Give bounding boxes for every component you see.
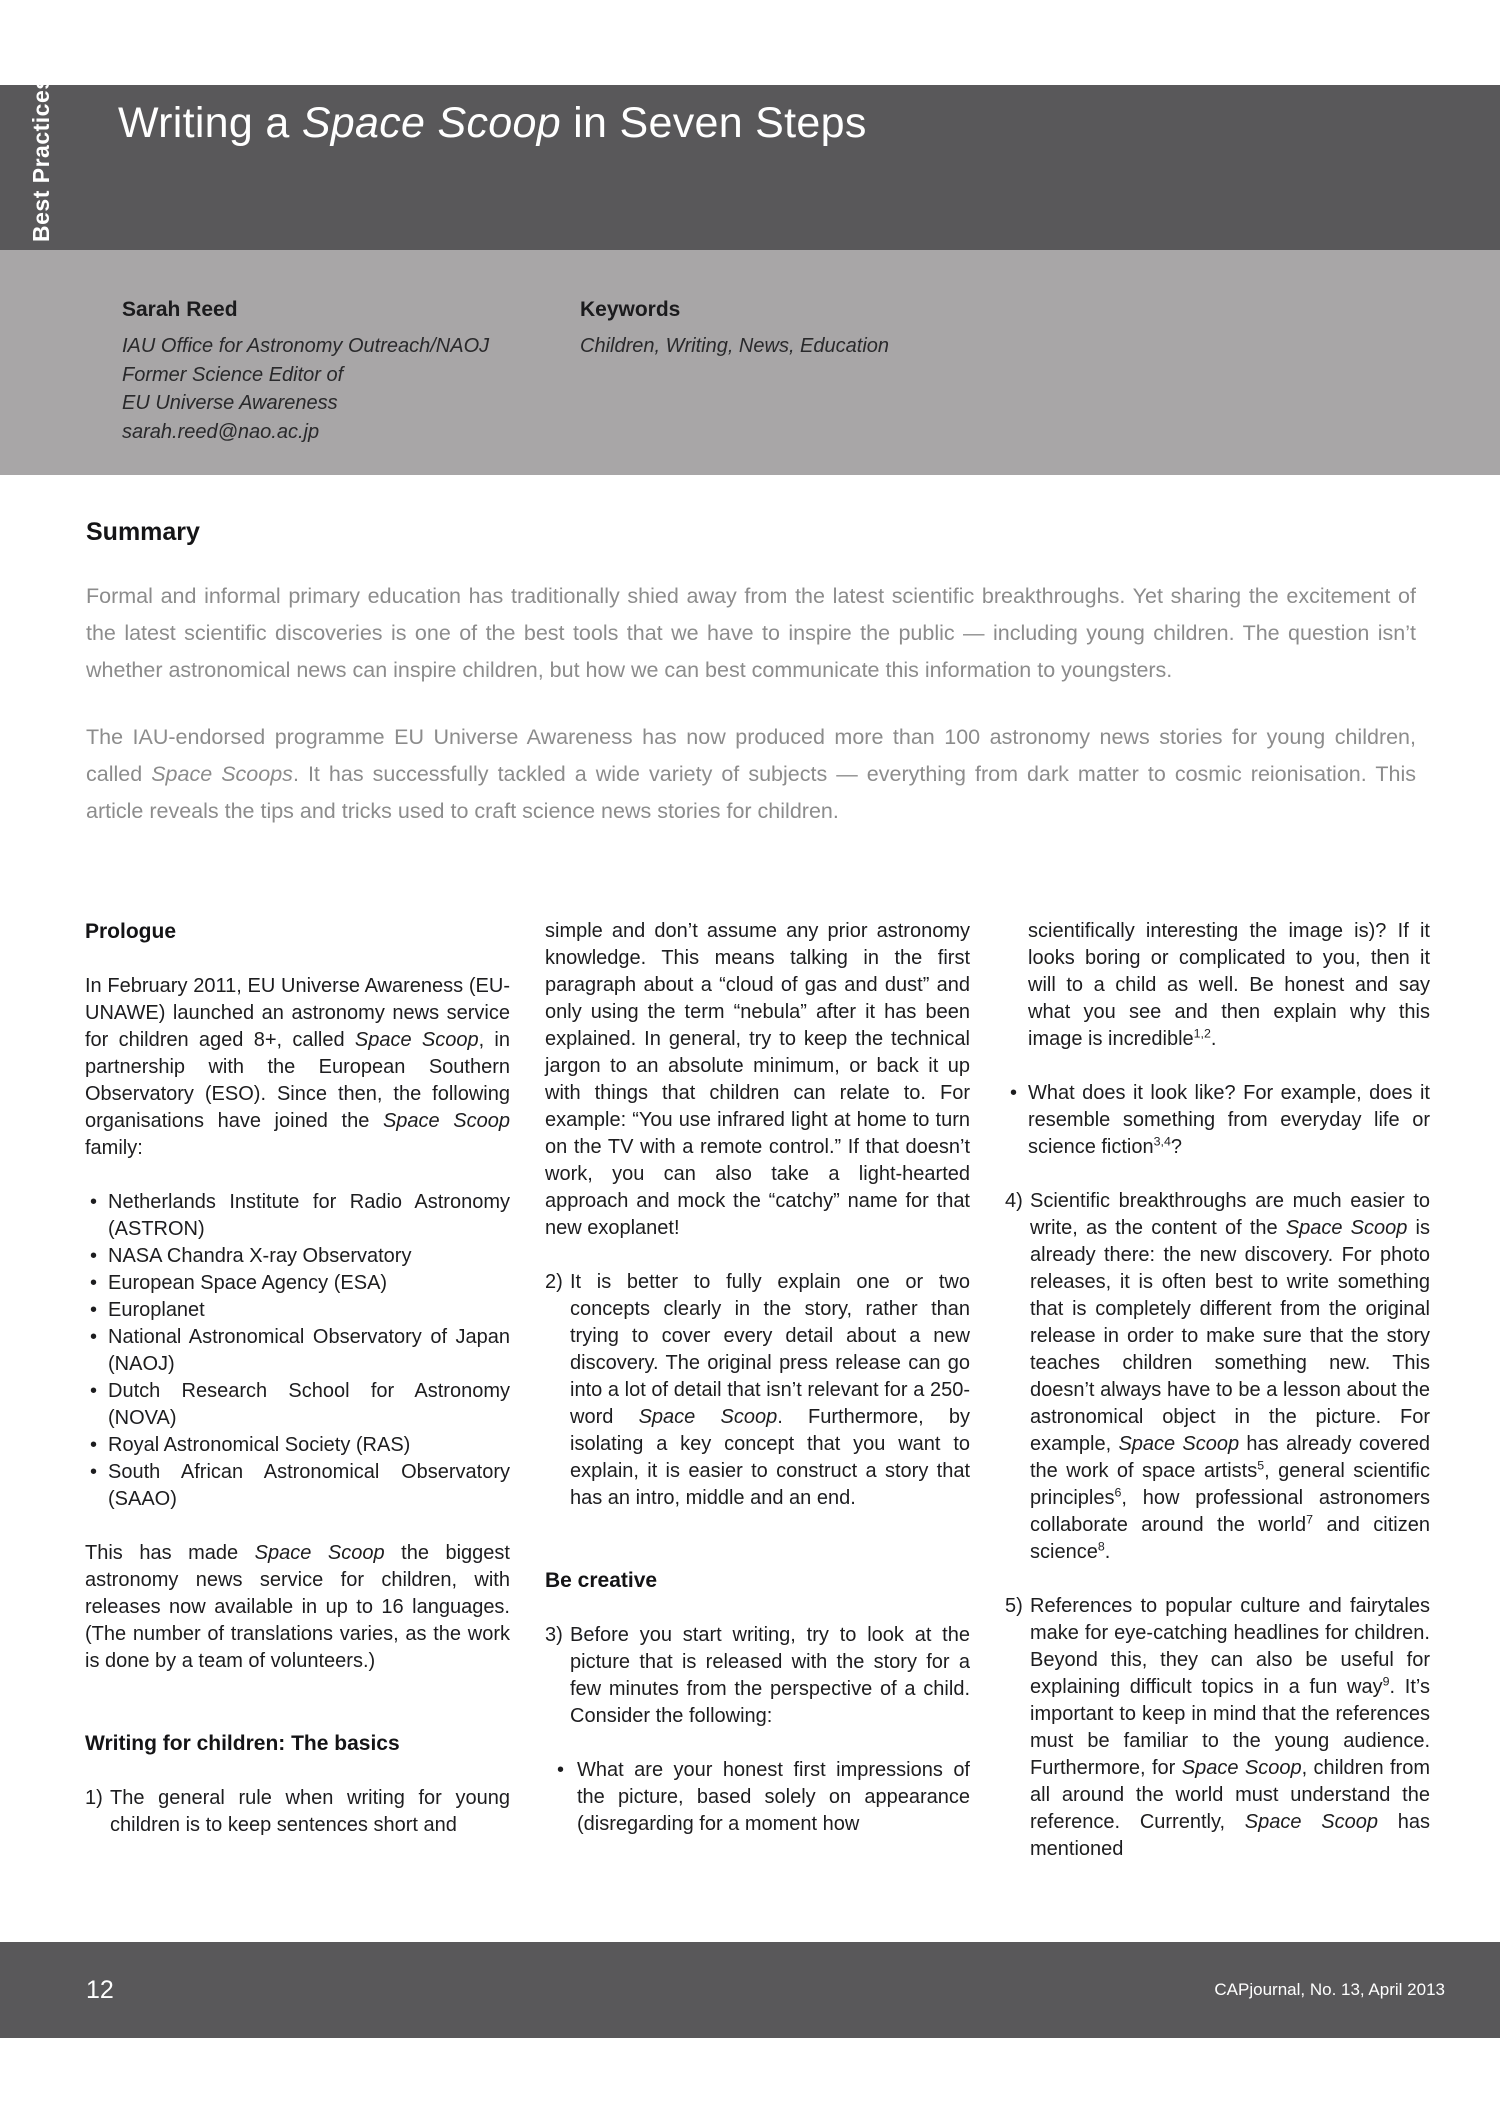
bullet-item [1005,1080,1430,1161]
item-text [570,1622,970,1730]
text-run: . Furthermore, by isolating a key concept that you want to explain, it is easier to construct a story that has an intro, middle and an end. [570,1406,970,1509]
text-run: Netherlands Institute for Radio Astronomy (ASTRON) [108,1191,510,1240]
text-run: scientifically interesting the image is)? If it looks boring or complicated to you, then it will to a child as well. Be honest and say what you see and then explain why this image is incredible [1028,920,1430,1050]
italic-text-run: Space Scoop [638,1406,778,1428]
bullet-dot: • [90,1191,98,1213]
bullet-dot: • [90,1380,98,1402]
bullet-dot: • [90,1272,98,1294]
reference-superscript: 7 [1306,1512,1314,1527]
text-run: has mentioned [1030,1811,1430,1860]
body-paragraph [85,973,510,1162]
reference-superscript: 8 [1097,1539,1105,1554]
author-name: Sarah Reed [122,298,238,321]
text-run: European Space Agency (ESA) [108,1272,388,1294]
bullet-list [1005,1080,1430,1161]
text-run: It is better to fully explain one or two concepts clearly in the story, rather than trying to cover every detail about a new discovery. The original press release can go into a lot of detail that isn’t relevant for a 250-word [570,1271,970,1428]
body-paragraph [1005,918,1430,1053]
author-affiliation-line: IAU Office for Astronomy Outreach/NAOJ [122,335,490,357]
italic-text-run: Space Scoop [254,1542,385,1564]
reference-superscript: 5 [1257,1458,1265,1473]
text-run: family: [85,1137,143,1159]
reference-superscript: 1,2 [1193,1026,1211,1041]
bullet-item [85,1189,510,1243]
body-paragraph [85,1540,510,1675]
journal-reference: CAPjournal, No. 13, April 2013 [1214,1980,1445,1999]
text-run: Europlanet [108,1299,205,1321]
text-run: The IAU-endorsed programme EU Universe Awareness has now produced more than 100 astronomy news stories for young children, called [86,725,1416,786]
item-text [1030,1593,1430,1863]
text-run: is already there: the new discovery. For photo releases, it is often best to write something that is completely different from the original release in order to make sure that the story teaches children something new. This doesn’t always have to be a lesson about the astronomical object in the picture. For example, [1030,1217,1430,1455]
numbered-item [85,1785,510,1839]
reference-superscript: 9 [1382,1674,1390,1689]
text-run: In February 2011, EU Universe Awareness (EU-UNAWE) launched an astronomy news service for children aged 8+, called [85,975,510,1051]
bullet-dot: • [557,1759,565,1781]
text-run: What does it look like? For example, does it resemble something from everyday life or science fiction [1028,1082,1430,1158]
reference-superscript: 3,4 [1153,1134,1171,1149]
bullet-dot: • [90,1434,98,1456]
body-paragraph [545,918,970,1242]
body-column-3 [1005,918,1430,1890]
item-text [570,1269,970,1512]
author-block [122,298,552,446]
reference-superscript: 6 [1114,1485,1122,1500]
article-title [118,99,867,148]
text-run: , how professional astronomers collaborate around the world [1030,1487,1430,1536]
author-email: sarah.reed@nao.ac.jp [122,420,320,443]
text-run: the biggest astronomy news service for children, with releases now available in up to 16 languages. (The number of translations varies, as the work is done by a team of volunteers.) [85,1542,510,1672]
author-band [0,250,1500,475]
item-number: 4) [1005,1190,1023,1212]
summary-section [86,578,1416,860]
text-run: . [1210,1028,1217,1050]
numbered-item [1005,1593,1430,1863]
bullet-dot: • [1010,1082,1018,1104]
text-run: Dutch Research School for Astronomy (NOVA) [108,1380,510,1429]
italic-text-run: Space Scoop [354,1029,479,1051]
body-columns [85,918,1430,1890]
bullet-item [85,1270,510,1297]
summary-heading: Summary [86,518,200,546]
bullet-item [85,1297,510,1324]
bullet-dot: • [90,1245,98,1267]
bullet-item [545,1757,970,1838]
text-run: Formal and informal primary education has traditionally shied away from the latest scientific breakthroughs. Yet sharing the excitement of the latest scientific discoveries is one of the best tools that we have to inspire the public — including young children. The question isn’t whether astronomical news can inspire children, but how we can best communicate this information to youngsters. [86,584,1416,682]
body-column-2 [545,918,970,1890]
item-number: 3) [545,1624,563,1646]
italic-text-run: Space Scoop [1285,1217,1408,1239]
numbered-item [1005,1188,1430,1566]
italic-text-run: Space Scoop [301,99,561,147]
footer-band [0,1942,1500,2038]
text-run: , children from all around the world must understand the reference. Currently, [1030,1757,1430,1833]
italic-text-run: Space Scoop [1244,1811,1378,1833]
italic-text-run: Space Scoop [382,1110,510,1132]
text-run: . It has successfully tackled a wide variety of subjects — everything from dark matter to cosmic reionisation. This article reveals the tips and tricks used to craft science news stories for children. [86,762,1416,823]
section-heading: Writing for children: The basics [85,1732,400,1755]
item-text [1030,1188,1430,1566]
bullet-dot: • [90,1299,98,1321]
text-run: , general scientific principles [1030,1460,1430,1509]
text-run: has already covered the work of space artists [1030,1433,1430,1482]
italic-text-run: Space Scoop [1118,1433,1240,1455]
italic-text-run: Space Scoops [151,762,293,786]
header-band [0,76,1500,250]
bullet-list [545,1757,970,1838]
text-run: Writing a [118,99,302,147]
text-run: South African Astronomical Observatory (SAAO) [108,1461,510,1510]
bullet-list [85,1189,510,1513]
keywords-list: Children, Writing, News, Education [580,335,890,357]
text-run: in Seven Steps [560,99,867,147]
body-column-1 [85,918,510,1890]
text-run: The general rule when writing for young children is to keep sentences short and [110,1787,510,1836]
page-number: 12 [86,1975,114,2004]
numbered-item [545,1622,970,1730]
bullet-dot: • [90,1326,98,1348]
summary-paragraph [86,578,1416,689]
text-run: References to popular culture and fairytales make for eye-catching headlines for children. Beyond this, they can also be useful for explaining difficult topics in a fun way [1030,1595,1430,1698]
text-run: Scientific breakthroughs are much easier to write, as the content of the [1030,1190,1430,1239]
text-run: National Astronomical Observatory of Japan (NAOJ) [108,1326,510,1375]
text-run: ? [1170,1136,1182,1158]
bullet-item [85,1432,510,1459]
item-number: 1) [85,1787,103,1809]
text-run: Royal Astronomical Society (RAS) [108,1434,411,1456]
author-affiliation-line: EU Universe Awareness [122,392,338,414]
text-run: . It’s important to keep in mind that the references must be familiar to the young audience. Furthermore, for [1030,1676,1430,1779]
text-run: NASA Chandra X-ray Observatory [108,1245,412,1267]
summary-paragraph [86,719,1416,830]
section-heading: Prologue [85,920,177,943]
text-run: This has made [85,1542,255,1564]
bullet-item [85,1459,510,1513]
text-run: What are your honest first impressions of the picture, based solely on appearance (disregarding for a moment how [577,1759,970,1835]
text-run: . [1104,1541,1111,1563]
text-run: Before you start writing, try to look at the picture that is released with the story for a few minutes from the perspective of a child. Consider the following: [570,1624,970,1727]
bullet-item [85,1243,510,1270]
numbered-item [545,1269,970,1512]
keywords-block [580,298,1010,361]
text-run: , in partnership with the European Southern Observatory (ESO). Since then, the following organisations have joined the [85,1029,510,1132]
author-affiliation-line: Former Science Editor of [122,363,344,386]
bullet-item [85,1324,510,1378]
category-label: Best Practices [28,76,54,242]
bullet-item [85,1378,510,1432]
keywords-label: Keywords [580,298,681,321]
bullet-dot: • [90,1461,98,1483]
italic-text-run: Space Scoop [1181,1757,1302,1779]
section-heading: Be creative [545,1569,658,1592]
item-text [110,1785,510,1839]
item-number: 2) [545,1271,563,1293]
text-run: and citizen science [1030,1514,1430,1563]
item-number: 5) [1005,1595,1023,1617]
text-run: simple and don’t assume any prior astronomy knowledge. This means talking in the first paragraph about a “cloud of gas and dust” and only using the term “nebula” after it has been explained. In general, try to keep the technical jargon to an absolute minimum, or back it up with things that children can relate to. For example: “You use infrared light at home to turn on the TV with a remote control.” If that doesn’t work, you can also take a light-hearted approach and mock the “catchy” name for that new exoplanet! [545,920,970,1239]
